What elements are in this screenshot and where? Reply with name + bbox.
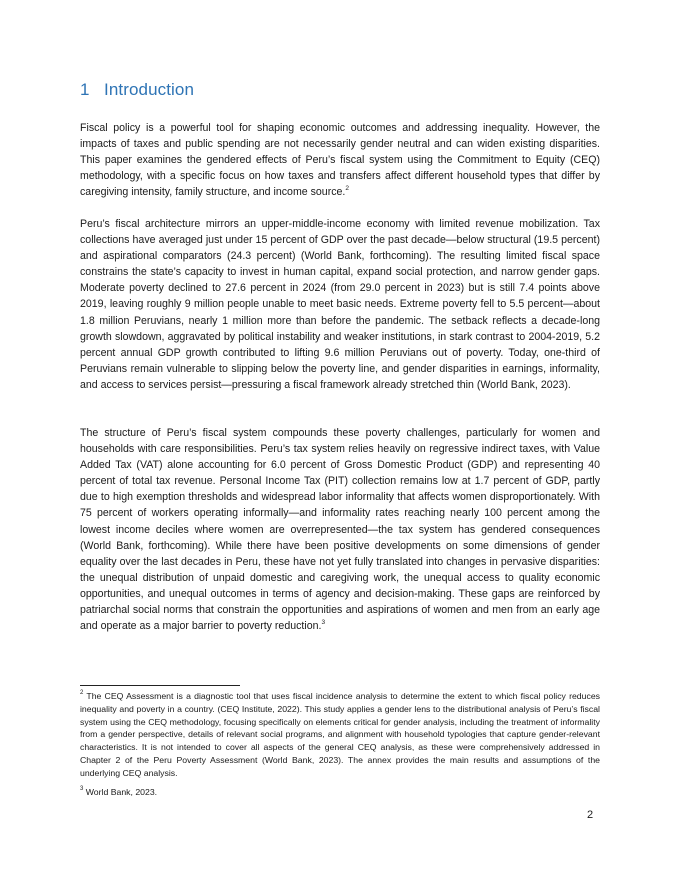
footnote-3 — [80, 786, 600, 799]
paragraph-2 — [80, 216, 600, 393]
footnote-2-number: 2 — [80, 690, 84, 697]
page-number: 2 — [587, 809, 594, 821]
footnote-2 — [80, 690, 600, 780]
paragraph-1 — [80, 120, 600, 200]
paragraph-3 — [80, 425, 600, 634]
section-heading — [80, 80, 194, 100]
footnote-divider — [80, 685, 240, 686]
paragraph-1-text: Fiscal policy is a powerful tool for shaping economic outcomes and addressing inequality. However, the impacts of taxes and public spending are not necessarily gender neutral and can widen existing disparities. This paper examines the gendered effects of Peru’s fiscal system using the Commitment to Equity (CEQ) methodology, with a specific focus on how taxes and transfers affect different household types that differ by caregiving intensity, family structure, and income source. — [80, 122, 600, 199]
footnote-ref-3[interactable]: 3 — [321, 618, 326, 626]
section-number: 1 — [80, 80, 90, 99]
paragraph-3-text: The structure of Peru’s fiscal system compounds these poverty challenges, particularly for women and households with care responsibilities. Peru’s tax system relies heavily on regressive indirect taxes, with Value Added Tax (VAT) alone accounting for 6.0 percent of Gross Domestic Product (GDP) and representing 40 percent of total tax revenue. Personal Income Tax (PIT) collection remains low at 1.7 percent of GDP, partly due to high exemption thresholds and widespread labor informality that affects women disproportionately. With 75 percent of workers operating informally—and informality rates reaching nearly 100 percent among the lowest income deciles where women are overrepresented—the tax system has gendered consequences (World Bank, forthcoming). While there have been positive developments on some dimensions of gender equality over the last decades in Peru, these have not yet fully translated into changes in pervasive disparities: the unequal distribution of unpaid domestic and caregiving work, the unequal access to quality economic opportunities, and unequal outcomes in terms of agency and decision-making. These gaps are reinforced by patriarchal social norms that constrain the opportunities and aspirations of women and men from an early age and operate as a major barrier to poverty reduction. — [80, 427, 600, 633]
paragraph-2-text: Peru’s fiscal architecture mirrors an upper-middle-income economy with limited revenue mobilization. Tax collections have averaged just under 15 percent of GDP over the past decade—below structural (19.5 percent) and aspirational comparators (24.3 percent) (World Bank, forthcoming). The resulting limited fiscal space constrains the state’s capacity to invest in human capital, expand social protection, and narrow gender gaps. Moderate poverty declined to 27.6 percent in 2024 (from 29.0 percent in 2023) but is still 7.4 points above 2019, leaving roughly 9 million people unable to meet basic needs. Extreme poverty fell to 5.5 percent—about 1.8 million Peruvians, nearly 1 million more than before the pandemic. The setback reflects a decade-long growth slowdown, aggravated by political instability and weaker institutions, in stark contrast to 2004-2019, 5.2 percent annual GDP growth contributed to lifting 9.6 million Peruvians out of poverty. Today, one-third of Peruvians remain vulnerable to slipping below the poverty line, and gender disparities in earnings, informality, and access to services persist—pressuring a fiscal framework already stretched thin (World Bank, 2023). — [80, 218, 600, 391]
footnote-3-text: World Bank, 2023. — [83, 787, 158, 797]
section-title: Introduction — [104, 80, 195, 99]
footnote-3-number: 3 — [80, 786, 84, 793]
footnote-2-text: The CEQ Assessment is a diagnostic tool that uses fiscal incidence analysis to determine the extent to which fiscal policy reduces inequality and poverty in a country. (CEQ Institute, 2022). This study applies a gender lens to the distributional analysis of Peru’s fiscal system using the CEQ methodology, focusing specifically on elements critical for gender analysis, including the treatment of informality from a gender perspective, details of relevant social programs, and alignment with household typologies that capture gender-relevant characteristics. It is not intended to cover all aspects of the general CEQ analysis, as these were comprehensively addressed in Chapter 2 of the Peru Poverty Assessment (World Bank, 2023). The annex provides the main results and assumptions of the underlying CEQ analysis. — [80, 691, 600, 778]
footnote-ref-2[interactable]: 2 — [345, 184, 349, 192]
